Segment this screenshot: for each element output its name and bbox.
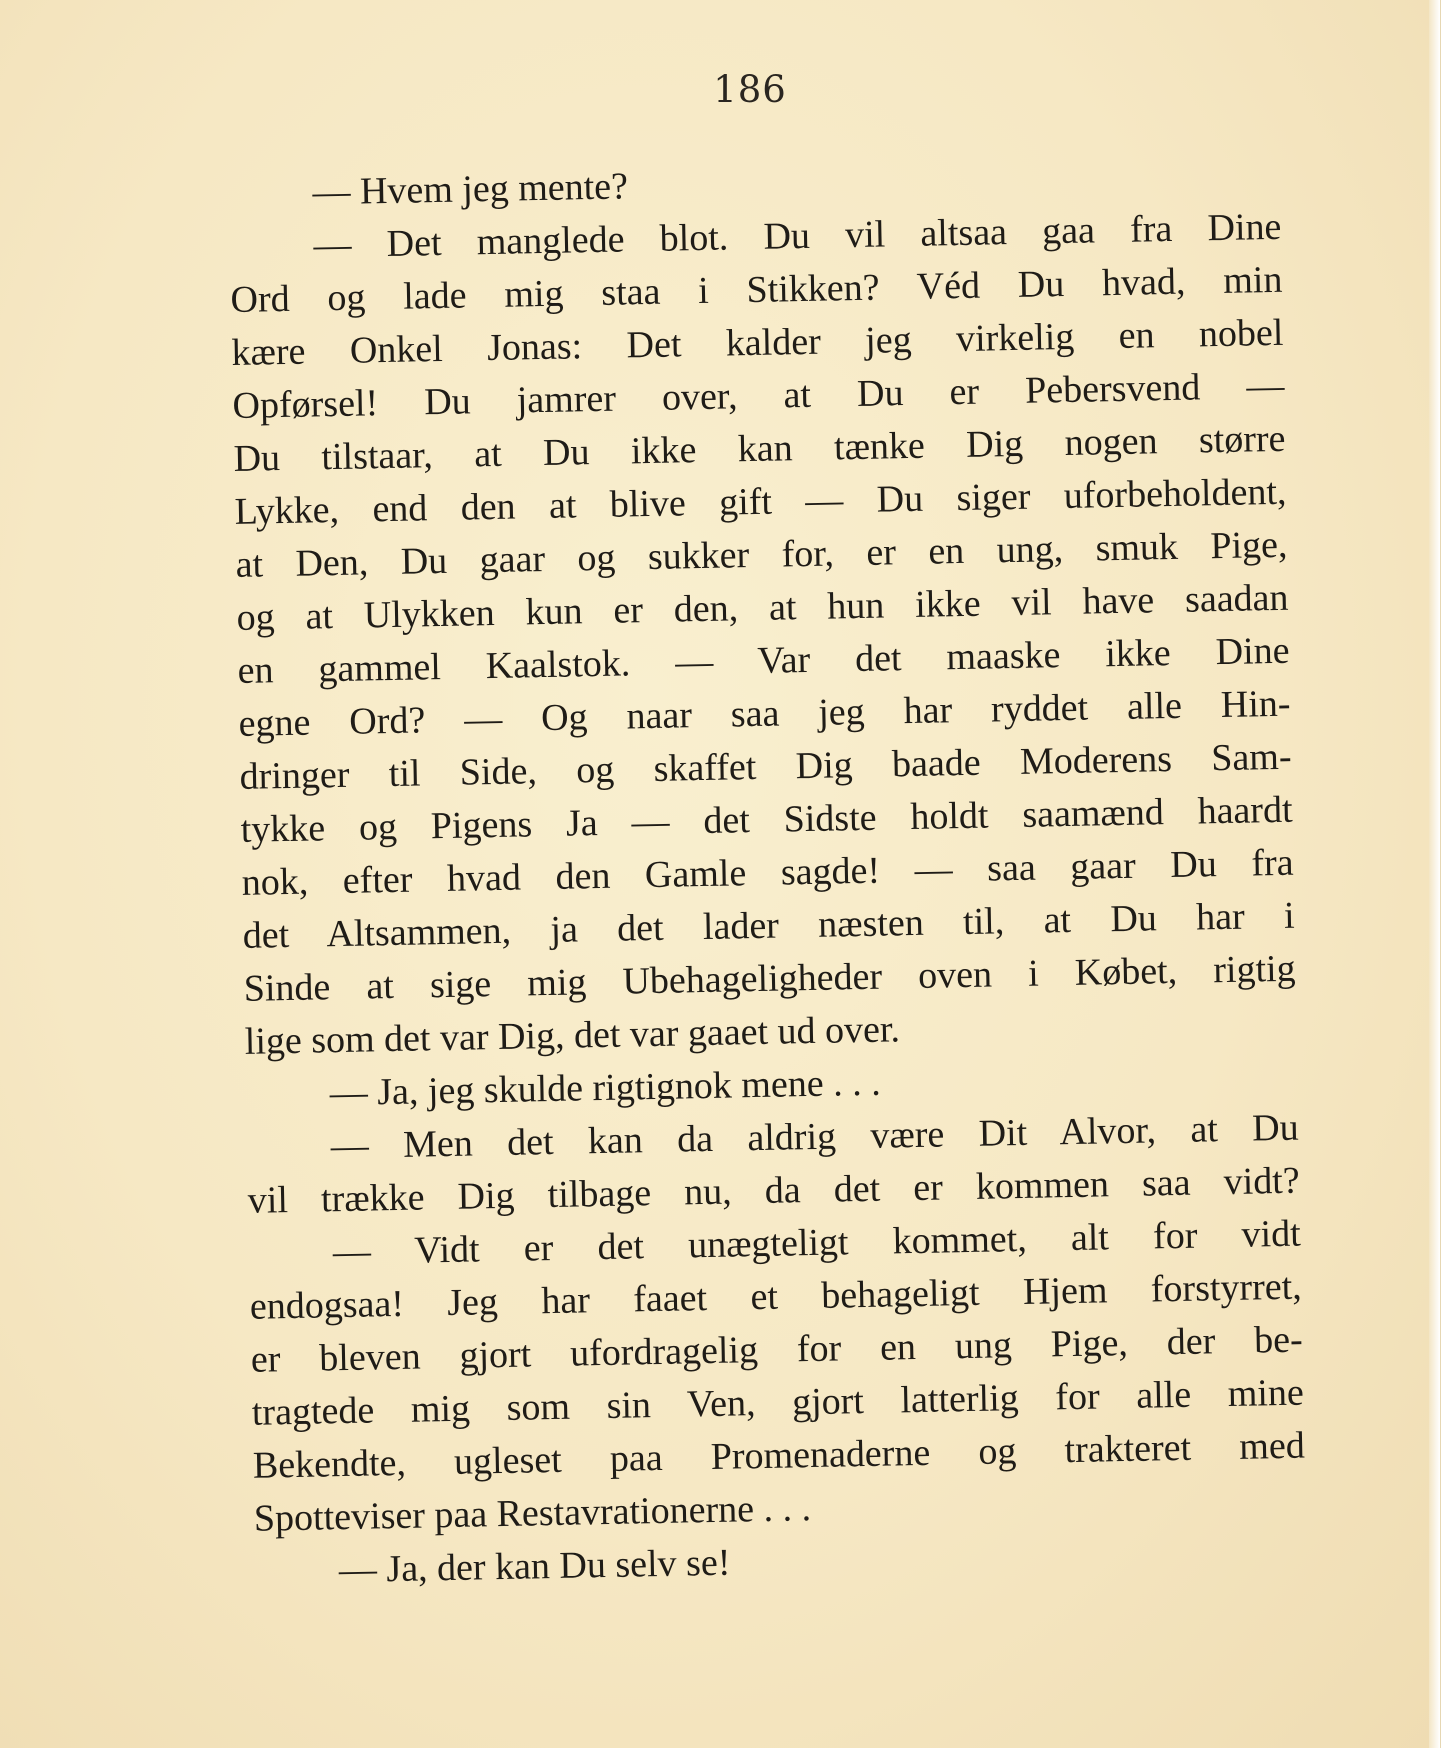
text-line: Bekendte, ugleset paa Promenaderne og trakteret med <box>252 1424 1306 1487</box>
text-line: kære Onkel Jonas: Det kalder jeg virkelig en nobel <box>231 311 1284 374</box>
page-edge <box>1429 0 1440 1748</box>
text-line: nok, efter hvad den Gamle sagde! — saa gaar Du fra <box>241 841 1294 904</box>
text-line: Spotteviser paa Restavrationerne . . . <box>253 1487 812 1540</box>
text-line: dringer til Side, og skaffet Dig baade Moderens Sam- <box>239 735 1292 798</box>
text-line: tragtede mig som sin Ven, gjort latterlig for alle mine <box>251 1371 1305 1434</box>
text-line: — Hvem jeg mente? <box>312 165 629 214</box>
text-line: Opførsel! Du jamrer over, at Du er Pebersvend — <box>232 364 1285 427</box>
text-line: — Men det kan da aldrig være Dit Alvor, at Du <box>330 1106 1300 1168</box>
text-line: tykke og Pigens Ja — det Sidste holdt saamænd haardt <box>240 788 1293 851</box>
text-line: — Det manglede blot. Du vil altsaa gaa fra Dine <box>313 205 1282 267</box>
text-line: Lykke, end den at blive gift — Du siger uforbeholdent, <box>234 470 1287 533</box>
text-line: Sinde at sige mig Ubehageligheder oven i Købet, rigtig <box>243 947 1296 1010</box>
text-line: — Ja, jeg skulde rigtignok mene . . . <box>329 1061 882 1115</box>
text-line: — Vidt er det unægteligt kommet, alt for vidt <box>332 1212 1302 1274</box>
page-number: 186 <box>713 68 787 111</box>
text-line: — Ja, der kan Du selv se! <box>338 1541 731 1592</box>
text-line: at Den, Du gaar og sukker for, er en ung, smuk Pige, <box>235 523 1288 586</box>
text-line: er bleven gjort ufordragelig for en ung Pige, der be- <box>250 1318 1304 1381</box>
text-line: lige som det var Dig, det var gaaet ud over. <box>244 1008 901 1063</box>
text-line: Du tilstaar, at Du ikke kan tænke Dig nogen større <box>233 417 1286 480</box>
text-line: vil trække Dig tilbage nu, da det er kommen saa vidt? <box>247 1159 1301 1222</box>
text-line: endogsaa! Jeg har faaet et behageligt Hjem forstyrret, <box>249 1265 1303 1328</box>
text-line: Ord og lade mig staa i Stikken? Véd Du hvad, min <box>230 258 1283 321</box>
text-line: en gammel Kaalstok. — Var det maaske ikke Dine <box>237 629 1290 692</box>
text-line: og at Ulykken kun er den, at hun ikke vil have saadan <box>236 576 1289 639</box>
body-text <box>228 148 1307 1599</box>
text-line: egne Ord? — Og naar saa jeg har ryddet alle Hin- <box>238 682 1291 745</box>
text-line: det Altsammen, ja det lader næsten til, at Du har i <box>242 894 1295 957</box>
